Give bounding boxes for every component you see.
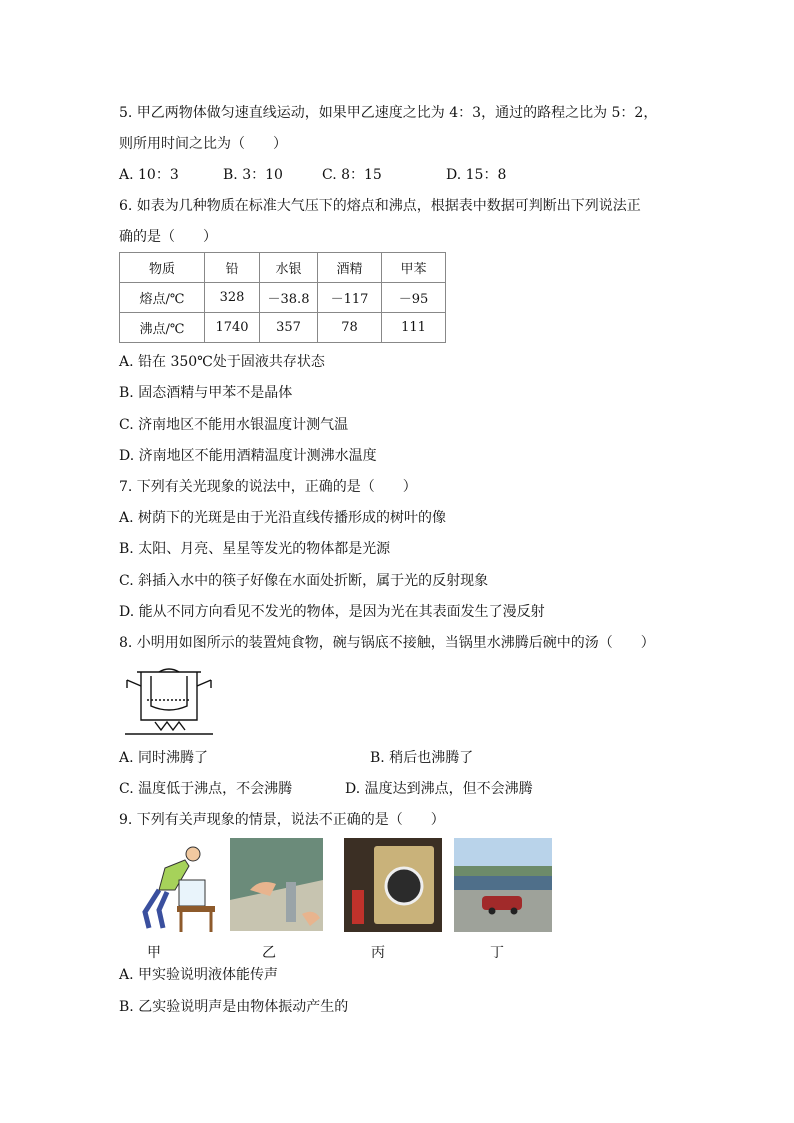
table-cell: 沸点/℃	[120, 313, 205, 343]
q5-options	[119, 166, 506, 184]
q8-option-c: C. 温度低于沸点，不会沸腾	[119, 781, 293, 797]
q6-stem-line2: 确的是（ ）	[119, 229, 217, 245]
q5-option-d: D. 15：8	[446, 167, 507, 183]
q8-stem: 8. 小明用如图所示的装置炖食物，碗与锅底不接触，当锅里水沸腾后碗中的汤（ ）	[119, 635, 655, 651]
washing-machine-image	[344, 838, 442, 932]
q5-option-b: B. 3：10	[223, 167, 283, 183]
q8-option-d: D. 温度达到沸点，但不会沸腾	[345, 781, 533, 797]
q8-option-b: B. 稍后也沸腾了	[370, 750, 474, 766]
q6-stem-line1: 6. 如表为几种物质在标准大气压下的熔点和沸点，根据表中数据可判断出下列说法正	[119, 198, 641, 214]
q6-option-b: B. 固态酒精与甲苯不是晶体	[119, 385, 293, 401]
q8-options-row1	[119, 749, 473, 767]
melting-boiling-table	[119, 252, 446, 343]
table-cell: 铅	[205, 253, 260, 283]
q8-options-row2	[119, 780, 533, 798]
table-row	[120, 283, 446, 313]
q7-stem: 7. 下列有关光现象的说法中，正确的是（ ）	[119, 479, 417, 495]
q5-option-c: C. 8：15	[322, 167, 382, 183]
q9-stem: 9. 下列有关声现象的情景，说法不正确的是（ ）	[119, 812, 445, 828]
q7-option-d: D. 能从不同方向看见不发光的物体，是因为光在其表面发生了漫反射	[119, 604, 545, 620]
caption-jia: 甲	[147, 945, 161, 961]
table-cell: 78	[318, 313, 382, 343]
table-cell: 酒精	[318, 253, 382, 283]
caption-yi: 乙	[262, 945, 276, 961]
q9-option-b: B. 乙实验说明声是由物体振动产生的	[119, 999, 349, 1015]
q6-option-d: D. 济南地区不能用酒精温度计测沸水温度	[119, 448, 377, 464]
table-cell: －38.8	[260, 283, 318, 313]
q6-option-c: C. 济南地区不能用水银温度计测气温	[119, 417, 349, 433]
fish-tank-experiment-image	[119, 838, 217, 932]
table-header-row	[120, 253, 446, 283]
pot-bowl-figure	[121, 664, 217, 736]
table-cell: 111	[382, 313, 446, 343]
table-row	[120, 313, 446, 343]
tuning-fork-experiment-image	[230, 838, 323, 931]
table-cell: 328	[205, 283, 260, 313]
q9-option-a: A. 甲实验说明液体能传声	[119, 967, 279, 983]
q5-stem-line2: 则所用时间之比为（ ）	[119, 136, 287, 152]
table-cell: 熔点/℃	[120, 283, 205, 313]
table-cell: 1740	[205, 313, 260, 343]
q5-stem-line1: 5. 甲乙两物体做匀速直线运动，如果甲乙速度之比为 4：3，通过的路程之比为 5：2，	[119, 105, 658, 121]
q7-option-c: C. 斜插入水中的筷子好像在水面处折断，属于光的反射现象	[119, 573, 489, 589]
q5-option-a: A. 10：3	[119, 167, 179, 183]
table-cell: 357	[260, 313, 318, 343]
table-cell: －95	[382, 283, 446, 313]
table-cell: 物质	[120, 253, 205, 283]
q8-option-a: A. 同时沸腾了	[119, 750, 209, 766]
q6-option-a: A. 铅在 350℃处于固液共存状态	[119, 354, 325, 370]
q7-option-b: B. 太阳、月亮、星星等发光的物体都是光源	[119, 541, 391, 557]
q7-option-a: A. 树荫下的光斑是由于光沿直线传播形成的树叶的像	[119, 510, 447, 526]
table-cell: 水银	[260, 253, 318, 283]
table-cell: －117	[318, 283, 382, 313]
caption-ding: 丁	[490, 945, 504, 961]
caption-bing: 丙	[371, 945, 385, 961]
table-cell: 甲苯	[382, 253, 446, 283]
road-car-image	[454, 838, 552, 932]
